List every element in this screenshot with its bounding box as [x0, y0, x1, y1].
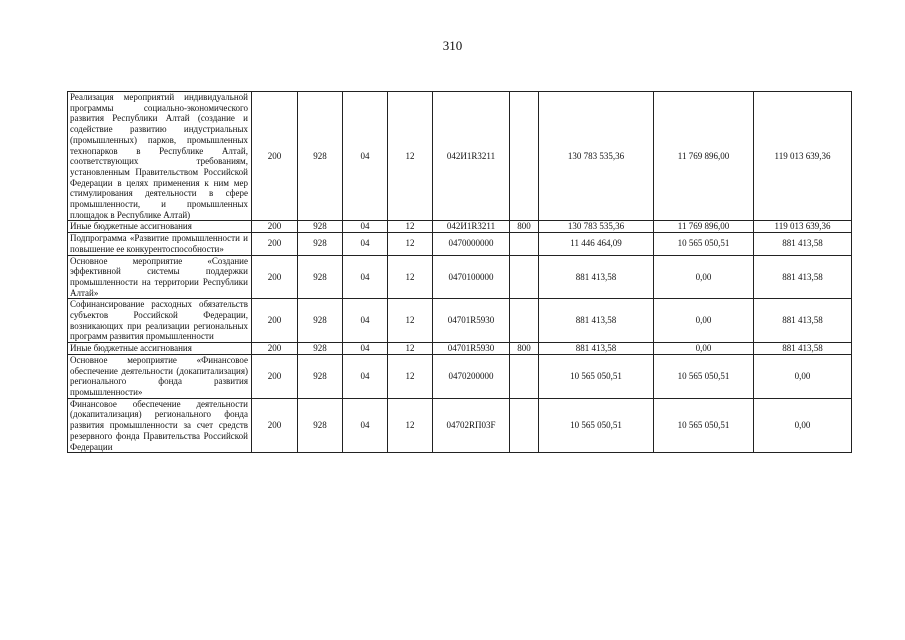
table-row: [68, 92, 852, 221]
row-name-cell: Реализация мероприятий индивидуальной программы социально-экономического развития Республики Алтай (создание и содействие развитию индустриальных (промышленных) парков, промышленных технопарков в Республике Алтай, соответствующих требованиям, установленным Правительством Российской Федерации в целях применения к ним мер стимулирования деятельности в сфере промышленности, и промышленных площадок в Республике Алтай): [68, 92, 252, 221]
subsection-code-cell: 12: [388, 299, 433, 343]
subsection-code-cell: 12: [388, 398, 433, 453]
subsection-code-cell: 12: [388, 92, 433, 221]
federal-sum-cell: 10 565 050,51: [654, 398, 754, 453]
table-row: [68, 299, 852, 343]
subsection-code-cell: 12: [388, 255, 433, 299]
ministry-code-cell: 928: [298, 398, 343, 453]
table-row: [68, 343, 852, 355]
regional-sum-cell: 0,00: [754, 354, 852, 398]
section-code-cell: 04: [343, 255, 388, 299]
target-article-cell: 04702RП03F: [433, 398, 510, 453]
admin-code-cell: 200: [252, 343, 298, 355]
row-name-cell: Иные бюджетные ассигнования: [68, 221, 252, 233]
expense-type-cell: [510, 233, 539, 255]
page-number: 310: [442, 38, 463, 53]
ministry-code-cell: 928: [298, 354, 343, 398]
table-row: [68, 255, 852, 299]
target-article-cell: 042И1R3211: [433, 221, 510, 233]
expense-type-cell: 800: [510, 343, 539, 355]
target-article-cell: 0470000000: [433, 233, 510, 255]
federal-sum-cell: 0,00: [654, 343, 754, 355]
section-code-cell: 04: [343, 233, 388, 255]
total-sum-cell: 11 446 464,09: [539, 233, 654, 255]
section-code-cell: 04: [343, 354, 388, 398]
row-name-cell: Основное мероприятие «Создание эффективной системы поддержки промышленности на территории Республики Алтай»: [68, 255, 252, 299]
target-article-cell: 04701R5930: [433, 343, 510, 355]
subsection-code-cell: 12: [388, 221, 433, 233]
expense-type-cell: [510, 299, 539, 343]
section-code-cell: 04: [343, 92, 388, 221]
row-name-cell: Подпрограмма «Развитие промышленности и повышение ее конкурентоспособности»: [68, 233, 252, 255]
admin-code-cell: 200: [252, 398, 298, 453]
ministry-code-cell: 928: [298, 299, 343, 343]
regional-sum-cell: 0,00: [754, 398, 852, 453]
admin-code-cell: 200: [252, 299, 298, 343]
federal-sum-cell: 0,00: [654, 255, 754, 299]
target-article-cell: 0470200000: [433, 354, 510, 398]
row-name-cell: Иные бюджетные ассигнования: [68, 343, 252, 355]
regional-sum-cell: 119 013 639,36: [754, 221, 852, 233]
ministry-code-cell: 928: [298, 255, 343, 299]
regional-sum-cell: 119 013 639,36: [754, 92, 852, 221]
admin-code-cell: 200: [252, 221, 298, 233]
subsection-code-cell: 12: [388, 233, 433, 255]
ministry-code-cell: 928: [298, 92, 343, 221]
row-name-cell: Основное мероприятие «Финансовое обеспечение деятельности (докапитализация) регионального фонда развития промышленности»: [68, 354, 252, 398]
target-article-cell: 042И1R3211: [433, 92, 510, 221]
admin-code-cell: 200: [252, 255, 298, 299]
expense-type-cell: [510, 255, 539, 299]
expense-type-cell: [510, 354, 539, 398]
admin-code-cell: 200: [252, 233, 298, 255]
federal-sum-cell: 11 769 896,00: [654, 221, 754, 233]
row-name-cell: Финансовое обеспечение деятельности (докапитализация) регионального фонда развития промышленности за счет средств резервного фонда Правительства Российской Федерации: [68, 398, 252, 453]
expense-type-cell: [510, 398, 539, 453]
regional-sum-cell: 881 413,58: [754, 299, 852, 343]
expense-type-cell: 800: [510, 221, 539, 233]
section-code-cell: 04: [343, 221, 388, 233]
regional-sum-cell: 881 413,58: [754, 343, 852, 355]
total-sum-cell: 130 783 535,36: [539, 92, 654, 221]
federal-sum-cell: 10 565 050,51: [654, 233, 754, 255]
target-article-cell: 0470100000: [433, 255, 510, 299]
regional-sum-cell: 881 413,58: [754, 233, 852, 255]
regional-sum-cell: 881 413,58: [754, 255, 852, 299]
total-sum-cell: 881 413,58: [539, 343, 654, 355]
ministry-code-cell: 928: [298, 233, 343, 255]
expense-type-cell: [510, 92, 539, 221]
section-code-cell: 04: [343, 398, 388, 453]
section-code-cell: 04: [343, 343, 388, 355]
admin-code-cell: 200: [252, 354, 298, 398]
ministry-code-cell: 928: [298, 221, 343, 233]
subsection-code-cell: 12: [388, 354, 433, 398]
table-row: [68, 233, 852, 255]
table-row: [68, 221, 852, 233]
target-article-cell: 04701R5930: [433, 299, 510, 343]
table-row: [68, 398, 852, 453]
total-sum-cell: 130 783 535,36: [539, 221, 654, 233]
row-name-cell: Софинансирование расходных обязательств субъектов Российской Федерации, возникающих при реализации региональных программ развития промышленности: [68, 299, 252, 343]
total-sum-cell: 881 413,58: [539, 255, 654, 299]
subsection-code-cell: 12: [388, 343, 433, 355]
ministry-code-cell: 928: [298, 343, 343, 355]
section-code-cell: 04: [343, 299, 388, 343]
federal-sum-cell: 10 565 050,51: [654, 354, 754, 398]
federal-sum-cell: 0,00: [654, 299, 754, 343]
federal-sum-cell: 11 769 896,00: [654, 92, 754, 221]
budget-table: [67, 91, 852, 453]
admin-code-cell: 200: [252, 92, 298, 221]
total-sum-cell: 10 565 050,51: [539, 398, 654, 453]
table-row: [68, 354, 852, 398]
total-sum-cell: 10 565 050,51: [539, 354, 654, 398]
total-sum-cell: 881 413,58: [539, 299, 654, 343]
